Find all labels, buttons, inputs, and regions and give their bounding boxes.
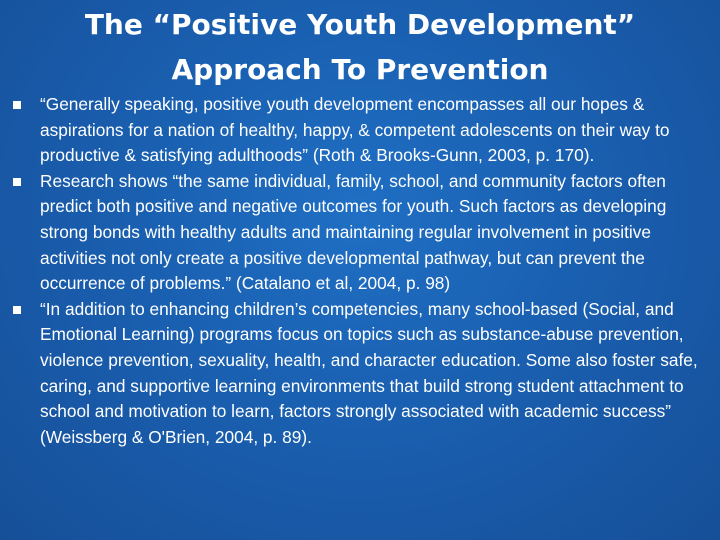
slide-title-line-1: The “Positive Youth Development” [84,8,636,41]
square-bullet-icon [13,306,21,314]
bullet-list [10,92,710,450]
bullet-item [10,92,710,169]
slide-title-line-2: Approach To Prevention [171,53,549,86]
bullet-text: “In addition to enhancing children’s competencies, many school-based (Social, and Emotional Learning) programs focus on topics such as substance-abuse prevention, violence prevention, sexuality, health, and character education. Some also foster safe, caring, and supportive learning environments that build strong student attachment to school and motivation to learn, factors strongly associated with academic success” (Weissberg & O'Brien, 2004, p. 89). [40,298,698,447]
bullet-text: “Generally speaking, positive youth development encompasses all our hopes & aspirations for a nation of healthy, happy, & competent adolescents on their way to productive & satisfying adulthoods” (Roth & Brooks-Gunn, 2003, p. 170). [40,94,670,166]
bullet-item [10,169,710,297]
bullet-text: Research shows “the same individual, family, school, and community factors often predict both positive and negative outcomes for youth. Such factors as developing strong bonds with healthy adults and maintaining regular involvement in positive activities not only create a positive developmental pathway, but can prevent the occurrence of problems.” (Catalano et al, 2004, p. 98) [40,170,667,294]
slide-title [40,2,680,92]
bullet-item [10,297,710,451]
square-bullet-icon [13,178,21,186]
square-bullet-icon [13,101,21,109]
